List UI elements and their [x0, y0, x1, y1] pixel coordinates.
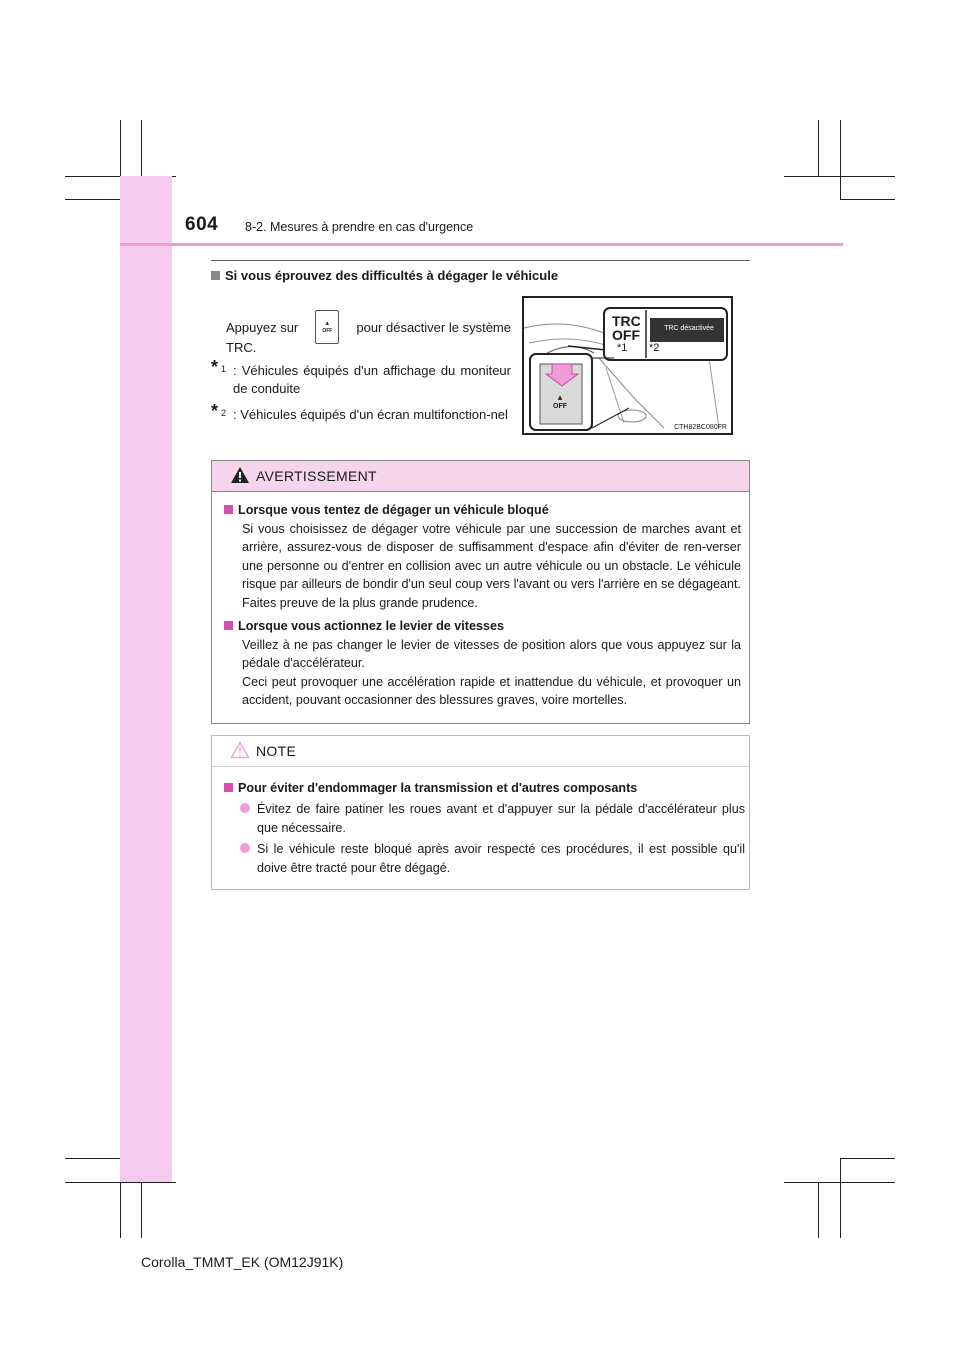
note-header: [212, 736, 749, 767]
note-bullet: [240, 840, 745, 877]
trc-off-indicator-icon: [612, 314, 641, 342]
car-slip-icon: ▴: [325, 320, 330, 327]
warning-item: [224, 501, 741, 612]
footnote-marker-2: *2: [649, 342, 660, 354]
section-divider: [211, 260, 750, 261]
vsc-off-button-icon: [553, 393, 567, 411]
warning-box: [211, 460, 750, 724]
sidebar-tab: [120, 176, 172, 1182]
vsc-off-button-icon: [315, 310, 339, 344]
note-heading-text: Pour éviter d'endommager la transmission et d'autres composants: [238, 781, 638, 795]
note-bullet-text: Si le véhicule reste bloqué après avoir respecté ces procédures, il est possible qu'il doive être tracté pour être dégagé.: [257, 842, 745, 875]
crop-mark: [840, 1158, 841, 1238]
chapter-title: 8-2. Mesures à prendre en cas d'urgence: [245, 220, 474, 234]
note-title: NOTE: [256, 743, 297, 759]
section-title-text: Si vous éprouvez des difficultés à dégager le véhicule: [225, 268, 559, 283]
header-divider: [120, 243, 843, 246]
instruction-text: pour désactiver le système: [356, 319, 511, 335]
footnote-text: : Véhicules équipés d'un écran multifonction-nel: [233, 407, 508, 422]
note-heading: [224, 779, 741, 798]
crop-mark: [120, 120, 121, 176]
circle-bullet-icon: [240, 843, 250, 853]
footnote-marker-1: *1: [617, 342, 628, 354]
footnote-number: 1: [221, 364, 227, 374]
caution-triangle-icon: [230, 741, 250, 759]
illustration-code: CTH82BC080FR: [674, 424, 727, 431]
crop-mark: [840, 120, 841, 200]
footnote-number: 2: [221, 408, 227, 418]
footnote-star: *: [211, 401, 219, 421]
crop-mark: [784, 176, 895, 177]
off-label: OFF: [612, 327, 640, 343]
square-bullet-icon: [224, 505, 233, 514]
square-bullet-icon: [224, 621, 233, 630]
square-bullet-icon: [224, 783, 233, 792]
footnote-star: *: [211, 357, 219, 377]
crop-mark: [840, 199, 895, 200]
warning-title: AVERTISSEMENT: [256, 468, 377, 484]
page-number: 604: [185, 214, 219, 235]
note-bullet: [240, 800, 745, 837]
warning-item-heading: [224, 501, 741, 520]
instruction-text: Appuyez sur: [226, 319, 299, 335]
warning-item-body: Veillez à ne pas changer le levier de vitesses de position alors que vous appuyez sur la pédale d'accélérateur.: [242, 637, 741, 670]
warning-header: [212, 461, 749, 492]
note-box: [211, 735, 750, 890]
warning-triangle-icon: [230, 466, 250, 484]
warning-item-body: Ceci peut provoquer une accélération rapide et inattendue du véhicule, et provoquer un accident, pouvant occasionner des blessures graves, voire mortelles.: [242, 674, 741, 707]
warning-item-body: Si vous choisissez de dégager votre véhicule par une succession de marches avant et arrière, assurez-vous de disposer de suffisamment d'espace afin d'éviter de ren-verser une personne ou d'entrer en collision avec un autre véhicule ou un obstacle. Le véhicule risque par ailleurs de bondir d'un seul coup vers l'avant ou vers l'arrière en se dégageant. Faites preuve de la plus grande prudence.: [242, 521, 741, 610]
warning-item-heading-text: Lorsque vous tentez de dégager un véhicule bloqué: [238, 503, 549, 517]
note-bullet-text: Évitez de faire patiner les roues avant et d'appuyer sur la pédale d'accélérateur plus que nécessaire.: [257, 802, 745, 835]
crop-mark: [120, 1182, 121, 1238]
dashboard-illustration: [522, 296, 733, 435]
instruction-line: [226, 310, 511, 344]
car-slip-icon: ▴: [557, 392, 563, 402]
footnote: [211, 357, 511, 398]
square-bullet-icon: [211, 271, 220, 280]
note-heading-line: [224, 779, 741, 798]
button-icon-label: OFF: [322, 328, 333, 334]
instruction-end: TRC.: [226, 340, 257, 355]
warning-item-heading-text: Lorsque vous actionnez le levier de vitesses: [238, 619, 504, 633]
footnote: [211, 401, 511, 424]
warning-item: [224, 617, 741, 710]
crop-mark: [818, 1182, 819, 1238]
section-title: [211, 268, 558, 283]
screen-message: TRC désactivée: [664, 325, 714, 332]
warning-item-heading: [224, 617, 741, 636]
trc-label: TRC: [612, 313, 641, 329]
circle-bullet-icon: [240, 803, 250, 813]
crop-mark: [818, 120, 819, 176]
footer-model-code: Corolla_TMMT_EK (OM12J91K): [141, 1254, 344, 1270]
crop-mark: [840, 1158, 895, 1159]
button-label: OFF: [553, 403, 567, 410]
footnote-text: : Véhicules équipés d'un affichage du moniteur de conduite: [233, 363, 511, 396]
